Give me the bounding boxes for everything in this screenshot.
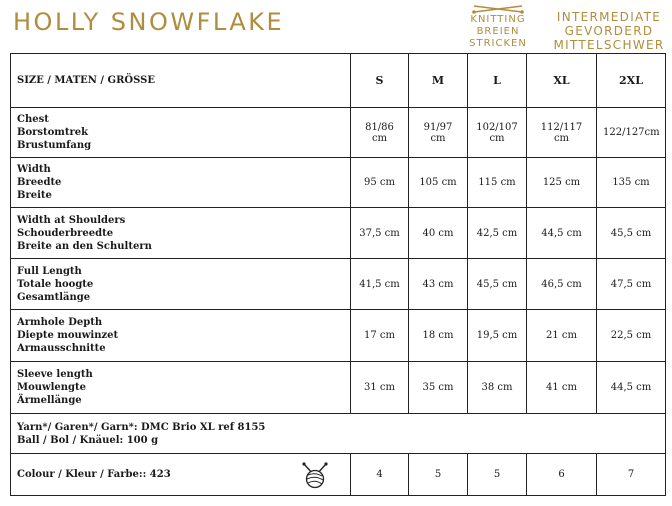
row-label-chest bbox=[11, 108, 351, 158]
yarn-text: Yarn*/ Garen*/ Garn*: DMC Brio XL ref 8155 bbox=[17, 421, 266, 433]
knitting-needles-icon bbox=[470, 4, 526, 14]
colour-row bbox=[11, 454, 666, 496]
yarn-ball-icon bbox=[300, 460, 330, 490]
table-cell: 41,5 cm bbox=[351, 259, 409, 310]
skill-level bbox=[546, 10, 672, 52]
table-cell: 46,5 cm bbox=[527, 259, 597, 310]
table-cell: 42,5 cm bbox=[468, 208, 527, 259]
craft-block bbox=[463, 4, 533, 50]
table-header-row bbox=[11, 54, 666, 108]
table-cell: 112/117 cm bbox=[527, 108, 597, 158]
table-cell: 22,5 cm bbox=[597, 310, 666, 362]
table-cell: 31 cm bbox=[351, 362, 409, 414]
size-2xl: 2XL bbox=[597, 54, 666, 108]
table-cell: 35 cm bbox=[409, 362, 468, 414]
label-en: Width bbox=[17, 164, 51, 175]
pattern-title: HOLLY SNOWFLAKE bbox=[13, 8, 285, 36]
row-label-sleeve bbox=[11, 362, 351, 414]
label-en: Sleeve length bbox=[17, 369, 93, 380]
size-l: L bbox=[468, 54, 527, 108]
label-de: Breite an den Schultern bbox=[17, 240, 152, 252]
table-cell: 44,5 cm bbox=[527, 208, 597, 259]
table-cell: 17 cm bbox=[351, 310, 409, 362]
craft-breien: BREIEN bbox=[476, 26, 520, 37]
table-row bbox=[11, 259, 666, 310]
table-cell: 91/97 cm bbox=[409, 108, 468, 158]
row-label-armhole bbox=[11, 310, 351, 362]
table-cell: 5 bbox=[409, 454, 468, 496]
colour-cell bbox=[11, 454, 351, 496]
label-de: Breite bbox=[17, 190, 52, 201]
label-nl: Schouderbreedte bbox=[17, 227, 114, 239]
table-cell: 38 cm bbox=[468, 362, 527, 414]
table-cell: 125 cm bbox=[527, 158, 597, 208]
table-cell: 40 cm bbox=[409, 208, 468, 259]
yarn-row bbox=[11, 414, 666, 454]
size-s: S bbox=[351, 54, 409, 108]
label-nl: Breedte bbox=[17, 177, 62, 188]
table-cell: 4 bbox=[351, 454, 409, 496]
row-label-width bbox=[11, 158, 351, 208]
table-cell: 5 bbox=[468, 454, 527, 496]
table-row bbox=[11, 158, 666, 208]
label-de: Brustumfang bbox=[17, 140, 92, 151]
table-cell: 19,5 cm bbox=[468, 310, 527, 362]
table-cell: 115 cm bbox=[468, 158, 527, 208]
table-cell: 135 cm bbox=[597, 158, 666, 208]
table-row bbox=[11, 208, 666, 259]
row-label-shoulders bbox=[11, 208, 351, 259]
level-en: INTERMEDIATE bbox=[556, 10, 662, 24]
label-nl: Totale hoogte bbox=[17, 278, 94, 290]
label-en: Armhole Depth bbox=[17, 317, 103, 328]
table-cell: 44,5 cm bbox=[597, 362, 666, 414]
table-cell: 43 cm bbox=[409, 259, 468, 310]
label-nl: Diepte mouwinzet bbox=[17, 330, 119, 341]
table-cell: 21 cm bbox=[527, 310, 597, 362]
craft-stricken: STRICKEN bbox=[469, 38, 527, 49]
label-en: Chest bbox=[17, 114, 49, 125]
table-cell: 81/86 cm bbox=[351, 108, 409, 158]
table-cell: 47,5 cm bbox=[597, 259, 666, 310]
table-row bbox=[11, 362, 666, 414]
row-label-full-length bbox=[11, 259, 351, 310]
table-cell: 6 bbox=[527, 454, 597, 496]
label-de: Ärmellänge bbox=[17, 395, 82, 406]
size-m: M bbox=[409, 54, 468, 108]
label-en: Width at Shoulders bbox=[17, 214, 126, 226]
table-row bbox=[11, 310, 666, 362]
table-row bbox=[11, 108, 666, 158]
table-cell: 7 bbox=[597, 454, 666, 496]
size-xl: XL bbox=[527, 54, 597, 108]
label-de: Armausschnitte bbox=[17, 343, 106, 354]
label-de: Gesamtlänge bbox=[17, 291, 91, 303]
table-cell: 18 cm bbox=[409, 310, 468, 362]
size-table bbox=[10, 53, 666, 496]
label-nl: Mouwlengte bbox=[17, 382, 87, 393]
yarn-info bbox=[11, 414, 666, 454]
table-cell: 45,5 cm bbox=[597, 208, 666, 259]
table-cell: 105 cm bbox=[409, 158, 468, 208]
colour-label: Colour / Kleur / Farbe:: 423 bbox=[17, 469, 171, 480]
table-cell: 41 cm bbox=[527, 362, 597, 414]
table-cell: 45,5 cm bbox=[468, 259, 527, 310]
table-cell: 37,5 cm bbox=[351, 208, 409, 259]
table-cell: 122/127cm bbox=[597, 108, 666, 158]
label-nl: Borstomtrek bbox=[17, 127, 89, 138]
label-en: Full Length bbox=[17, 265, 82, 277]
table-cell: 102/107 cm bbox=[468, 108, 527, 158]
table-cell: 95 cm bbox=[351, 158, 409, 208]
craft-knitting: KNITTING bbox=[470, 14, 526, 25]
level-nl: GEVORDERD bbox=[564, 24, 654, 38]
size-header-label: SIZE / MATEN / GRÖSSE bbox=[11, 54, 351, 108]
ball-weight-text: Ball / Bol / Knäuel: 100 g bbox=[17, 434, 159, 446]
level-de: MITTELSCHWER bbox=[553, 38, 665, 52]
